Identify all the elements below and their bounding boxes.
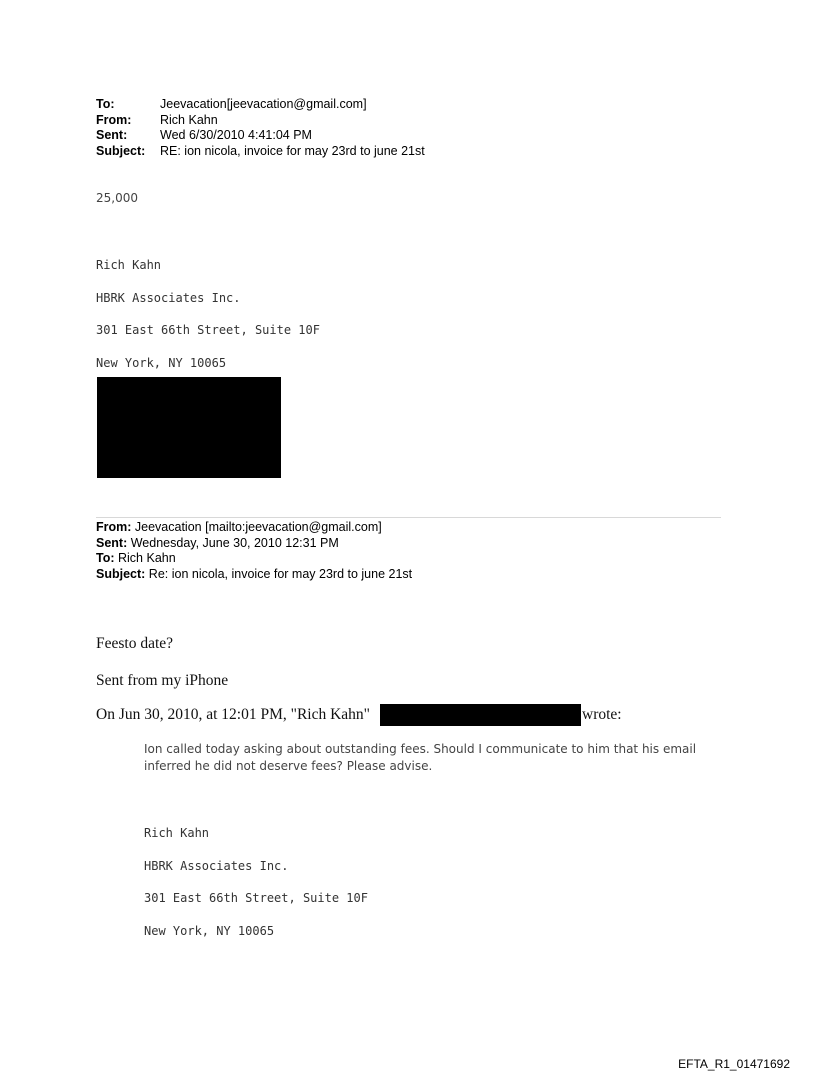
to-value: Jeevacation[jeevacation@gmail.com] <box>160 97 367 111</box>
original-sent-value: Wednesday, June 30, 2010 12:31 PM <box>130 535 339 550</box>
message-line-1: Feesto date? <box>96 635 174 652</box>
reply-body: 25,000 <box>96 191 138 205</box>
sent-value: Wed 6/30/2010 4:41:04 PM <box>160 128 312 142</box>
document-id: EFTA_R1_01471692 <box>678 1057 790 1071</box>
to-row <box>96 97 425 113</box>
quoted-signature-company: HBRK Associates Inc. <box>144 858 289 873</box>
sent-row <box>96 128 425 144</box>
original-sent-label: Sent: <box>96 535 128 550</box>
quoted-signature-name: Rich Kahn <box>144 826 210 840</box>
subject-label: Subject: <box>96 143 146 158</box>
original-sent-row <box>96 536 412 552</box>
to-label: To: <box>96 97 115 111</box>
signature-city: New York, NY 10065 <box>96 355 227 370</box>
quote-intro-start: On Jun 30, 2010, at 12:01 PM, "Rich Kahn" <box>96 706 370 723</box>
subject-row <box>96 144 425 160</box>
original-from-value: Jeevacation [mailto:jeevacation@gmail.com] <box>134 520 382 534</box>
from-label: From: <box>96 112 132 127</box>
original-subject-label: Subject: <box>96 566 146 581</box>
subject-value: RE: ion nicola, invoice for may 23rd to june 21st <box>160 143 425 158</box>
quoted-signature-city: New York, NY 10065 <box>144 923 275 938</box>
divider <box>96 517 721 518</box>
sent-label: Sent: <box>96 128 128 142</box>
signature-company: HBRK Associates Inc. <box>96 290 241 305</box>
original-subject-value: Re: ion nicola, invoice for may 23rd to june 21st <box>148 566 413 581</box>
original-to-label: To: <box>96 551 115 565</box>
email-header <box>96 97 425 159</box>
original-from-label: From: <box>96 520 132 534</box>
message-line-2: Sent from my iPhone <box>96 672 229 689</box>
from-value: Rich Kahn <box>160 112 218 127</box>
redaction-box <box>97 377 281 478</box>
quoted-signature-block <box>144 825 368 955</box>
quoted-text: Ion called today asking about outstanding fees. Should I communicate to him that his email inferred he did not deserve fees? Please advise. <box>144 742 697 773</box>
quoted-signature-address: 301 East 66th Street, Suite 10F <box>144 891 368 906</box>
redaction-bar <box>380 704 581 726</box>
original-header <box>96 520 412 582</box>
signature-name: Rich Kahn <box>96 258 162 272</box>
quote-intro-end: wrote: <box>582 706 622 723</box>
from-row <box>96 113 425 129</box>
original-subject-row <box>96 567 412 583</box>
original-to-row <box>96 551 412 567</box>
signature-address: 301 East 66th Street, Suite 10F <box>96 323 320 338</box>
original-from-row <box>96 520 412 536</box>
original-to-value: Rich Kahn <box>118 551 176 565</box>
signature-block <box>96 257 320 387</box>
quote-intro <box>96 706 370 724</box>
